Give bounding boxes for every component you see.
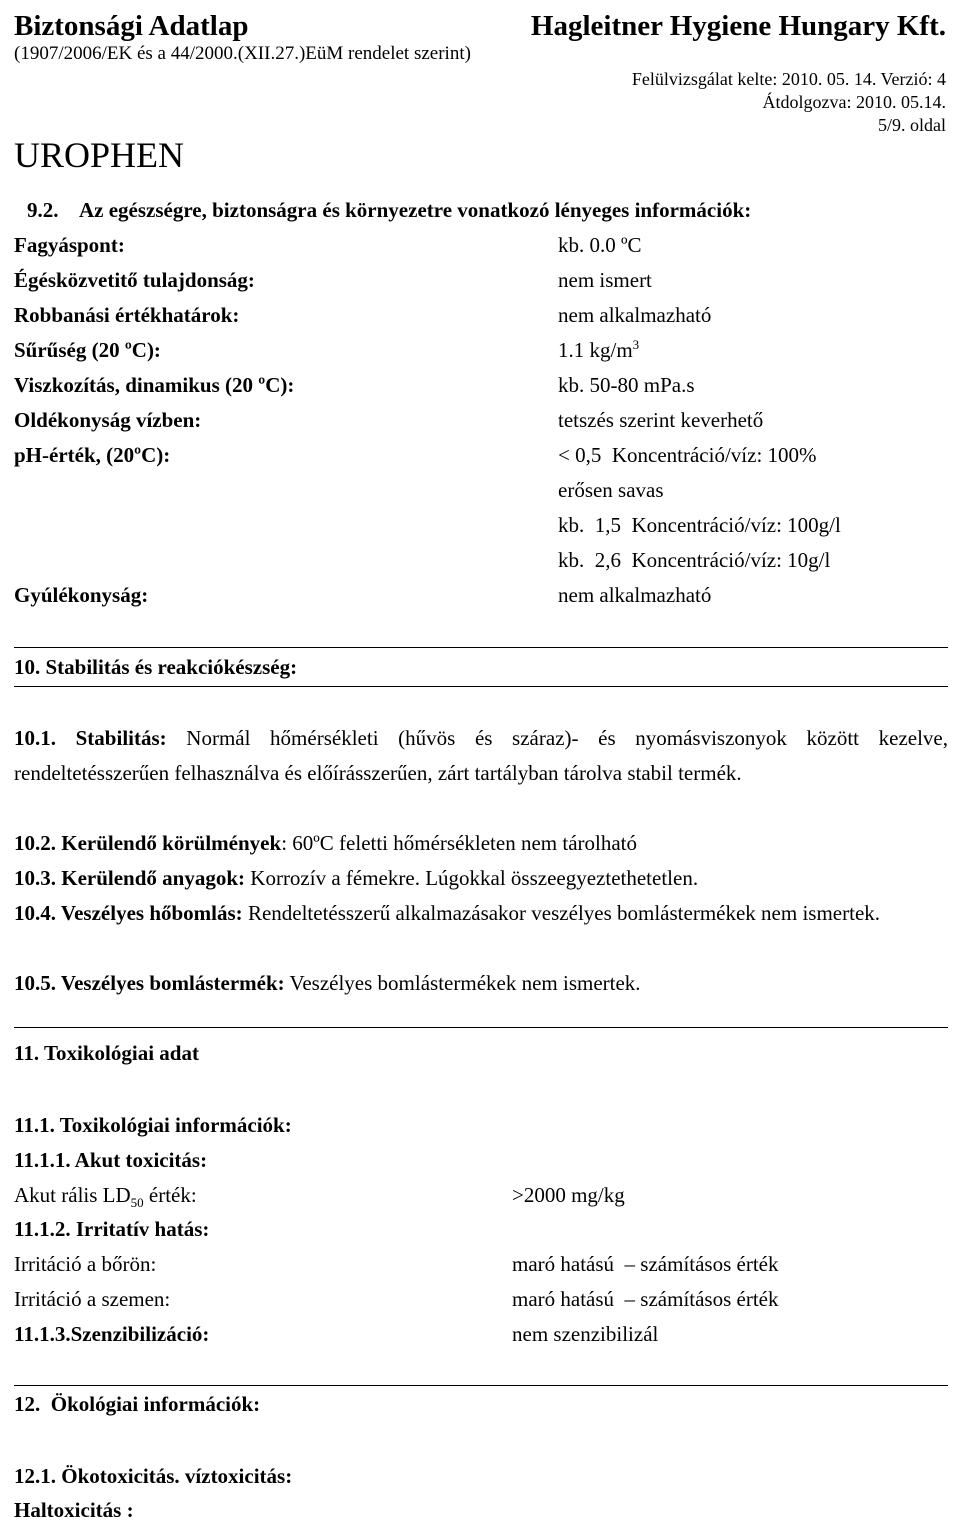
skin-irritation-label: Irritáció a bőrön: <box>14 1252 157 1276</box>
acute-toxicity-heading: 11.1.1. Akut toxicitás: <box>14 1148 208 1172</box>
paragraph-conditions-to-avoid <box>14 826 948 861</box>
regulation-reference: (1907/2006/EK és a 44/2000.(XII.27.)EüM rendelet szerint) <box>14 43 471 64</box>
paragraph-materials-to-avoid <box>14 861 948 896</box>
divider <box>14 686 948 687</box>
paragraph-label: 10.3. Kerülendő anyagok: <box>14 866 246 890</box>
sensitisation-label: 11.1.3.Szenzibilizáció: <box>14 1322 210 1346</box>
review-date: Felülvizsgálat kelte: 2010. 05. 14. Verzió: 4 <box>631 69 946 89</box>
section-11-1-heading: 11.1. Toxikológiai információk: <box>14 1113 292 1137</box>
paragraph-text: Rendeltetésszerű alkalmazásakor veszélyes bomlástermékek nem ismertek. <box>247 901 881 925</box>
section-10-heading: 10. Stabilitás és reakciókészség: <box>14 655 298 679</box>
property-label: Sűrűség (20 ºC): <box>14 338 161 362</box>
sensitisation-value: nem szenzibilizál <box>512 1322 659 1346</box>
divider <box>14 1385 948 1386</box>
property-label: Fagyáspont: <box>14 233 125 257</box>
property-value: kb. 50-80 mPa.s <box>558 373 695 397</box>
property-label: Gyúlékonyság: <box>14 583 149 607</box>
ld50-value: >2000 mg/kg <box>512 1183 625 1207</box>
paragraph-label: 10.2. Kerülendő körülmények <box>14 831 282 855</box>
property-value: nem alkalmazható <box>558 583 712 607</box>
property-value: nem ismert <box>558 268 652 292</box>
company-name: Hagleitner Hygiene Hungary Kft. <box>530 10 946 42</box>
property-value: < 0,5 Koncentráció/víz: 100% <box>558 443 817 467</box>
property-label: Égésközvetitő tulajdonság: <box>14 268 255 292</box>
product-name: UROPHEN <box>14 135 185 175</box>
property-value: nem alkalmazható <box>558 303 712 327</box>
skin-irritation-value: maró hatású – számításos érték <box>512 1252 779 1276</box>
ph-detail: kb. 1,5 Koncentráció/víz: 100g/l <box>558 513 841 537</box>
property-label: Viszkozítás, dinamikus (20 ºC): <box>14 373 295 397</box>
property-label: pH-érték, (20ºC): <box>14 443 171 467</box>
page-number: 5/9. oldal <box>878 115 946 135</box>
section-11-heading: 11. Toxikológiai adat <box>14 1041 199 1065</box>
paragraph-text: Normál hőmérsékleti (hűvös és száraz)- és nyomásviszonyok között kezelve, rendeltetésszerűen felhasználva és előírásszerűen, zárt tartályban tárolva stabil termék. <box>14 726 949 785</box>
section-12-1-heading: 12.1. Ökotoxicitás. víztoxicitás: <box>14 1464 293 1488</box>
ph-detail: kb. 2,6 Koncentráció/víz: 10g/l <box>558 548 831 572</box>
paragraph-decomposition <box>14 896 948 931</box>
irritation-heading: 11.1.2. Irritatív hatás: <box>14 1217 210 1241</box>
section-9-2-heading: Az egészségre, biztonságra és környezetre vonatkozó lényeges információk: <box>79 198 752 222</box>
paragraph-text: : 60ºC feletti hőmérsékleten nem tárolható <box>281 831 638 855</box>
unit-exponent: 3 <box>632 337 640 352</box>
divider <box>14 647 948 648</box>
eye-irritation-value: maró hatású – számításos érték <box>512 1287 779 1311</box>
paragraph-text: Veszélyes bomlástermékek nem ismertek. <box>289 971 641 995</box>
property-value: kb. 0.0 ºC <box>558 233 642 257</box>
section-9-2-number: 9.2. <box>27 198 59 222</box>
section-12-heading: 12. Ökológiai információk: <box>14 1392 261 1416</box>
divider <box>14 1027 948 1028</box>
paragraph-label: 10.1. Stabilitás: <box>14 726 167 750</box>
fish-toxicity-label: Haltoxicitás : <box>14 1498 134 1522</box>
paragraph-label: 10.5. Veszélyes bomlástermék: <box>14 971 285 995</box>
paragraph-text: Korrozív a fémekre. Lúgokkal összeegyeztethetetlen. <box>250 866 699 890</box>
property-value: 1.1 $kg/m^3$ <box>558 337 640 362</box>
property-label: Robbanási értékhatárok: <box>14 303 240 327</box>
property-value: tetszés szerint keverhető <box>558 408 764 432</box>
paragraph-decomposition-products <box>14 966 948 1001</box>
revised-date: Átdolgozva: 2010. 05.14. <box>762 92 946 112</box>
eye-irritation-label: Irritáció a szemen: <box>14 1287 171 1311</box>
paragraph-label: 10.4. Veszélyes hőbomlás: <box>14 901 243 925</box>
document-title: Biztonsági Adatlap <box>14 10 249 42</box>
paragraph-stability <box>14 721 948 791</box>
ph-detail: erősen savas <box>558 478 664 502</box>
property-label: Oldékonyság vízben: <box>14 408 202 432</box>
ld50-label: Akut rális $LD_{50}$ érték: <box>14 1183 197 1211</box>
